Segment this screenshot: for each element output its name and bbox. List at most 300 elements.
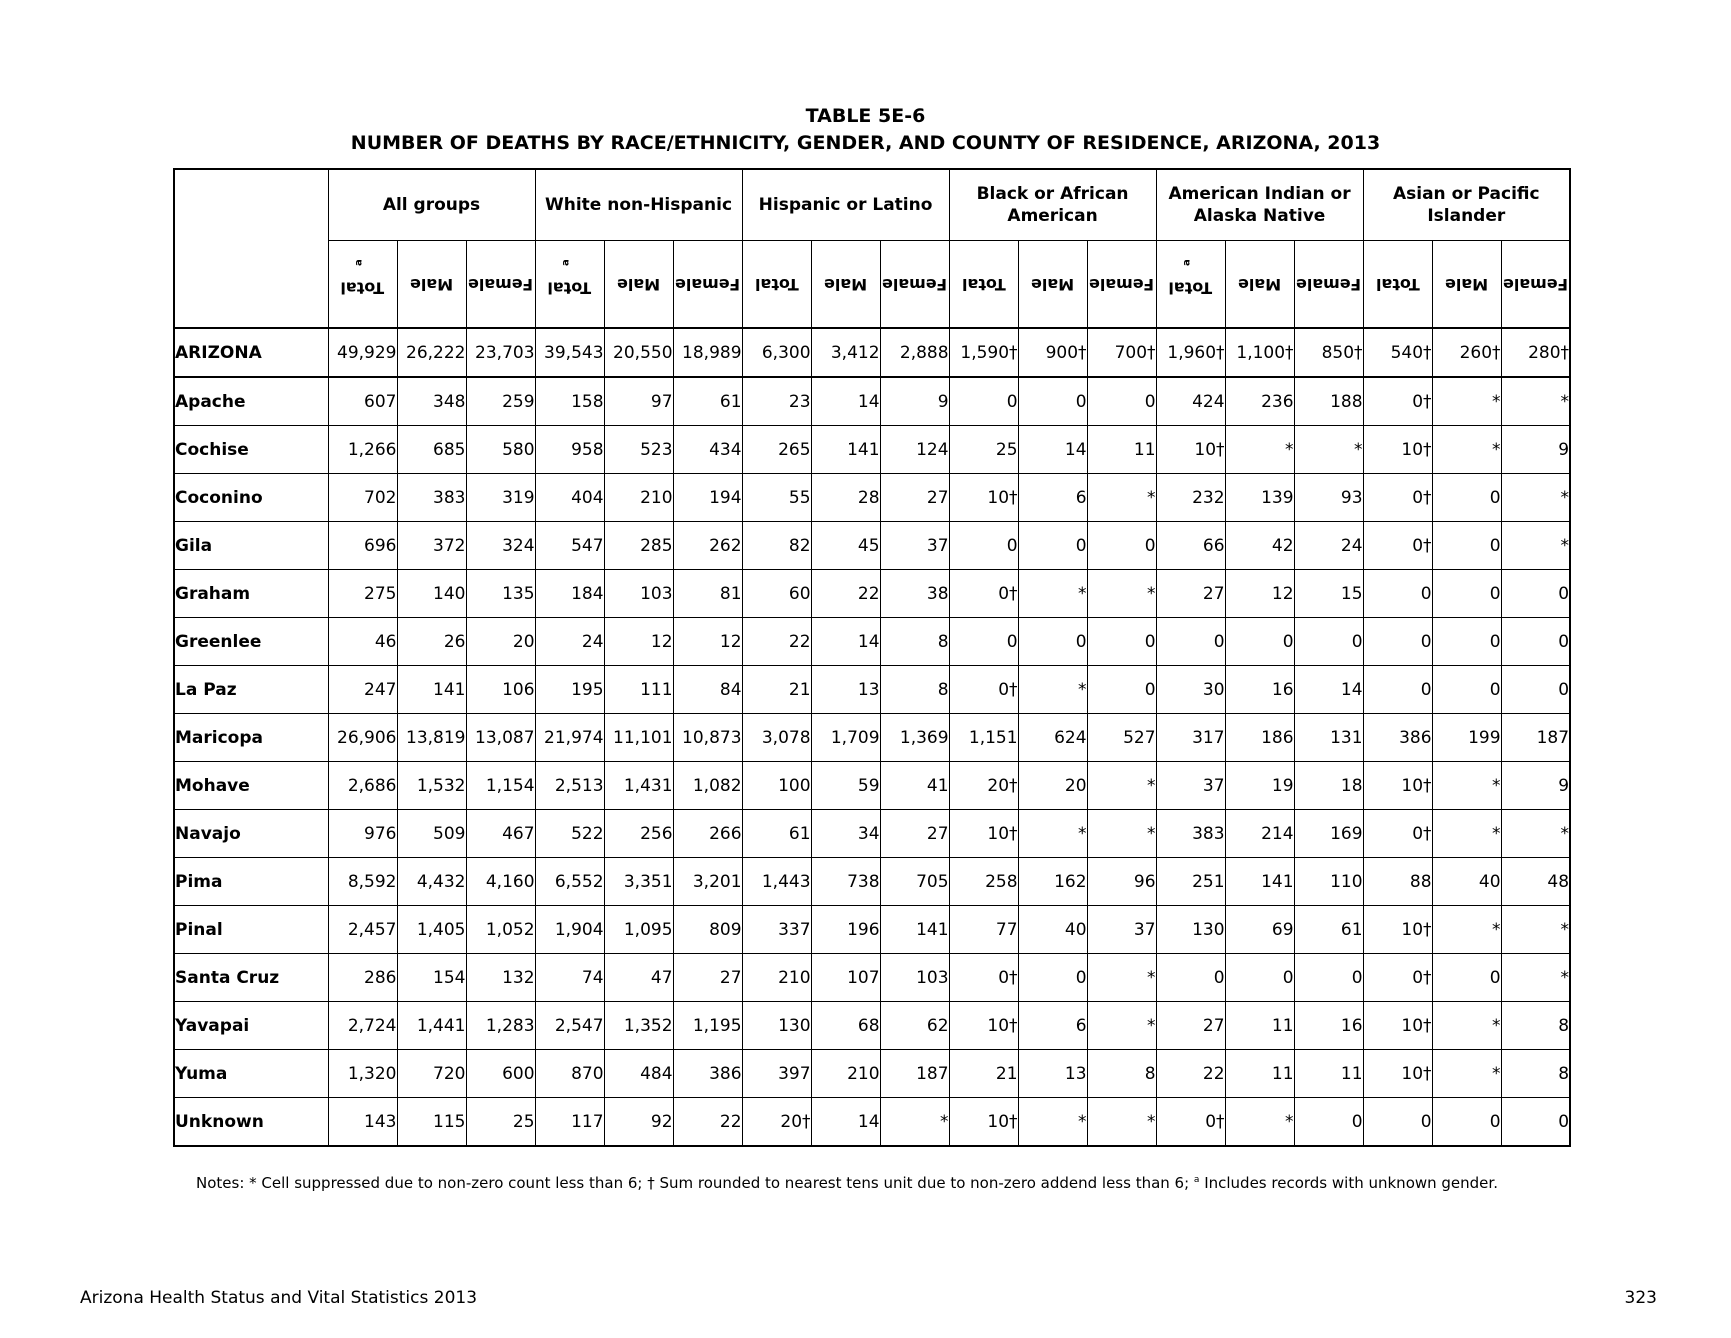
table-cell: 0 (1501, 570, 1570, 618)
table-cell: 10† (1363, 1050, 1432, 1098)
subheader-male: Male (604, 241, 673, 329)
subheader-male: Male (1432, 241, 1501, 329)
subheader-female: Female (1087, 241, 1156, 329)
table-cell: 0 (1501, 1098, 1570, 1147)
table-cell: 0 (1432, 666, 1501, 714)
county-name: Yavapai (174, 1002, 328, 1050)
table-cell: 0 (1018, 618, 1087, 666)
table-cell: 0 (1156, 954, 1225, 1002)
table-cell: 2,457 (328, 906, 397, 954)
table-cell: 27 (1156, 1002, 1225, 1050)
table-cell: 117 (535, 1098, 604, 1147)
table-cell: 13,087 (466, 714, 535, 762)
table-cell: 103 (604, 570, 673, 618)
table-cell: 1,532 (397, 762, 466, 810)
table-cell: 434 (673, 426, 742, 474)
table-cell: * (1501, 954, 1570, 1002)
table-cell: 0† (949, 570, 1018, 618)
table-cell: 702 (328, 474, 397, 522)
table-cell: 251 (1156, 858, 1225, 906)
table-cell: 154 (397, 954, 466, 1002)
table-cell: 0 (1363, 666, 1432, 714)
table-cell: 0 (1432, 522, 1501, 570)
table-cell: 19 (1225, 762, 1294, 810)
table-cell: 1,154 (466, 762, 535, 810)
table-cell: 1,352 (604, 1002, 673, 1050)
table-cell: * (1501, 522, 1570, 570)
table-cell: 9 (1501, 426, 1570, 474)
table-cell: 61 (673, 377, 742, 426)
table-cell: 1,052 (466, 906, 535, 954)
table-cell: 21,974 (535, 714, 604, 762)
table-cell: 10† (1363, 1002, 1432, 1050)
group-header: Asian or Pacific Islander (1363, 169, 1570, 241)
table-cell: 60 (742, 570, 811, 618)
group-header: White non-Hispanic (535, 169, 742, 241)
table-cell: 900† (1018, 328, 1087, 377)
table-cell: 383 (397, 474, 466, 522)
table-cell: 3,412 (811, 328, 880, 377)
table-cell: 14 (811, 618, 880, 666)
table-cell: 10† (949, 474, 1018, 522)
table-cell: 93 (1294, 474, 1363, 522)
table-cell: 523 (604, 426, 673, 474)
table-cell: 285 (604, 522, 673, 570)
table-cell: 74 (535, 954, 604, 1002)
subheader-total: Total (949, 241, 1018, 329)
table-cell: 522 (535, 810, 604, 858)
table-cell: 256 (604, 810, 673, 858)
table-cell: 210 (811, 1050, 880, 1098)
table-cell: * (1432, 426, 1501, 474)
table-cell: 0† (1363, 474, 1432, 522)
table-cell: 738 (811, 858, 880, 906)
county-name: Coconino (174, 474, 328, 522)
table-row (174, 906, 1570, 954)
table-cell: 8 (880, 618, 949, 666)
table-cell: 467 (466, 810, 535, 858)
table-cell: 259 (466, 377, 535, 426)
table-cell: 77 (949, 906, 1018, 954)
table-cell: 372 (397, 522, 466, 570)
table-cell: 607 (328, 377, 397, 426)
table-cell: 0† (1363, 954, 1432, 1002)
table-cell: 139 (1225, 474, 1294, 522)
county-name: Apache (174, 377, 328, 426)
table-cell: * (1087, 954, 1156, 1002)
table-cell: 20 (466, 618, 535, 666)
subheader-male: Male (397, 241, 466, 329)
county-name: Yuma (174, 1050, 328, 1098)
table-cell: 10,873 (673, 714, 742, 762)
table-cell: 96 (1087, 858, 1156, 906)
table-cell: 30 (1156, 666, 1225, 714)
table-cell: 11 (1225, 1002, 1294, 1050)
table-cell: 386 (673, 1050, 742, 1098)
table-cell: 4,160 (466, 858, 535, 906)
table-cell: 258 (949, 858, 1018, 906)
table-cell: 187 (880, 1050, 949, 1098)
table-cell: 40 (1432, 858, 1501, 906)
table-cell: * (1501, 810, 1570, 858)
table-row (174, 1002, 1570, 1050)
table-cell: 214 (1225, 810, 1294, 858)
table-cell: 0† (1156, 1098, 1225, 1147)
table-cell: * (1018, 666, 1087, 714)
table-cell: 8 (1501, 1002, 1570, 1050)
table-cell: 0† (1363, 810, 1432, 858)
table-cell: 624 (1018, 714, 1087, 762)
table-cell: 61 (742, 810, 811, 858)
table-title (0, 103, 1731, 157)
table-cell: 10† (1363, 426, 1432, 474)
table-cell: 14 (1018, 426, 1087, 474)
table-cell: 131 (1294, 714, 1363, 762)
table-cell: 11,101 (604, 714, 673, 762)
table-cell: 705 (880, 858, 949, 906)
table-row (174, 328, 1570, 377)
table-cell: 16 (1225, 666, 1294, 714)
table-cell: 1,283 (466, 1002, 535, 1050)
table-cell: 280† (1501, 328, 1570, 377)
table-cell: 2,547 (535, 1002, 604, 1050)
table-cell: 337 (742, 906, 811, 954)
table-cell: * (1432, 377, 1501, 426)
table-cell: * (1432, 1050, 1501, 1098)
table-cell: 140 (397, 570, 466, 618)
table-cell: 1,904 (535, 906, 604, 954)
table-cell: 600 (466, 1050, 535, 1098)
table-cell: * (1432, 810, 1501, 858)
table-cell: 12 (1225, 570, 1294, 618)
table-cell: 92 (604, 1098, 673, 1147)
table-cell: 0 (1225, 954, 1294, 1002)
table-cell: 1,441 (397, 1002, 466, 1050)
table-cell: 265 (742, 426, 811, 474)
table-cell: 186 (1225, 714, 1294, 762)
table-cell: 0 (1087, 618, 1156, 666)
table-cell: 82 (742, 522, 811, 570)
table-cell: * (1087, 810, 1156, 858)
table-cell: 262 (673, 522, 742, 570)
table-cell: 47 (604, 954, 673, 1002)
table-cell: 14 (811, 1098, 880, 1147)
table-cell: 2,888 (880, 328, 949, 377)
table-cell: 0 (1156, 618, 1225, 666)
table-cell: * (1225, 426, 1294, 474)
table-cell: 0 (1018, 954, 1087, 1002)
table-cell: * (1432, 762, 1501, 810)
deaths-table (173, 168, 1571, 1147)
table-cell: 1,443 (742, 858, 811, 906)
table-cell: 187 (1501, 714, 1570, 762)
table-cell: 0 (1087, 377, 1156, 426)
table-cell: 15 (1294, 570, 1363, 618)
county-name: Graham (174, 570, 328, 618)
table-cell: 13 (811, 666, 880, 714)
table-cell: 0 (1294, 1098, 1363, 1147)
table-cell: 0 (1225, 618, 1294, 666)
table-cell: 84 (673, 666, 742, 714)
table-cell: 1,320 (328, 1050, 397, 1098)
table-cell: 8 (880, 666, 949, 714)
table-cell: 20,550 (604, 328, 673, 377)
table-cell: 348 (397, 377, 466, 426)
table-cell: 16 (1294, 1002, 1363, 1050)
corner-cell (174, 169, 328, 328)
table-cell: 12 (604, 618, 673, 666)
table-cell: 8 (1087, 1050, 1156, 1098)
table-cell: 88 (1363, 858, 1432, 906)
table-cell: * (1087, 1098, 1156, 1147)
table-cell: 195 (535, 666, 604, 714)
table-cell: 0† (1363, 377, 1432, 426)
table-cell: 20† (949, 762, 1018, 810)
table-cell: 23,703 (466, 328, 535, 377)
table-cell: 484 (604, 1050, 673, 1098)
table-cell: 11 (1225, 1050, 1294, 1098)
table-cell: 386 (1363, 714, 1432, 762)
table-cell: 45 (811, 522, 880, 570)
table-cell: 135 (466, 570, 535, 618)
table-cell: * (1087, 474, 1156, 522)
table-cell: 0 (1432, 618, 1501, 666)
county-name: Pima (174, 858, 328, 906)
table-cell: 6 (1018, 474, 1087, 522)
table-row (174, 858, 1570, 906)
table-cell: 26,222 (397, 328, 466, 377)
table-cell: 976 (328, 810, 397, 858)
table-cell: 22 (742, 618, 811, 666)
table-cell: 3,351 (604, 858, 673, 906)
table-cell: 25 (949, 426, 1018, 474)
table-cell: 1,431 (604, 762, 673, 810)
table-cell: 97 (604, 377, 673, 426)
table-cell: 720 (397, 1050, 466, 1098)
table-cell: 1,709 (811, 714, 880, 762)
table-row (174, 714, 1570, 762)
table-cell: 41 (880, 762, 949, 810)
table-cell: 210 (604, 474, 673, 522)
table-cell: 26,906 (328, 714, 397, 762)
table-cell: 115 (397, 1098, 466, 1147)
table-cell: 130 (742, 1002, 811, 1050)
table-cell: 10† (949, 1002, 1018, 1050)
table-cell: 1,369 (880, 714, 949, 762)
table-cell: 0 (1432, 954, 1501, 1002)
table-row (174, 666, 1570, 714)
table-row (174, 1050, 1570, 1098)
table-cell: 509 (397, 810, 466, 858)
table-cell: 9 (1501, 762, 1570, 810)
table-cell: 1,082 (673, 762, 742, 810)
table-cell: 232 (1156, 474, 1225, 522)
table-cell: 958 (535, 426, 604, 474)
table-cell: 1,095 (604, 906, 673, 954)
table-cell: * (1018, 1098, 1087, 1147)
table-cell: 700† (1087, 328, 1156, 377)
subheader-female: Female (466, 241, 535, 329)
table-cell: 141 (880, 906, 949, 954)
table-cell: 49,929 (328, 328, 397, 377)
table-cell: 4,432 (397, 858, 466, 906)
table-cell: 28 (811, 474, 880, 522)
table-cell: 236 (1225, 377, 1294, 426)
table-cell: 184 (535, 570, 604, 618)
group-header: Hispanic or Latino (742, 169, 949, 241)
county-name: ARIZONA (174, 328, 328, 377)
table-cell: * (1018, 810, 1087, 858)
group-header: Black or African American (949, 169, 1156, 241)
table-cell: 130 (1156, 906, 1225, 954)
table-row (174, 762, 1570, 810)
table-caption: NUMBER OF DEATHS BY RACE/ETHNICITY, GENDER, AND COUNTY OF RESIDENCE, ARIZONA, 2013 (350, 132, 1381, 154)
table-cell: 1,151 (949, 714, 1018, 762)
table-cell: * (1087, 570, 1156, 618)
table-cell: 55 (742, 474, 811, 522)
table-cell: 24 (535, 618, 604, 666)
table-cell: 685 (397, 426, 466, 474)
table-cell: * (1087, 1002, 1156, 1050)
table-cell: 27 (1156, 570, 1225, 618)
table-cell: 110 (1294, 858, 1363, 906)
table-cell: 12 (673, 618, 742, 666)
subheader-total: Total$^a$ (1156, 241, 1225, 329)
table-cell: 1,100† (1225, 328, 1294, 377)
table-cell: 14 (811, 377, 880, 426)
table-cell: 0 (1363, 570, 1432, 618)
table-cell: 0 (1363, 618, 1432, 666)
table-cell: 143 (328, 1098, 397, 1147)
county-name: Cochise (174, 426, 328, 474)
table-cell: 68 (811, 1002, 880, 1050)
table-row (174, 377, 1570, 426)
subheader-female: Female (880, 241, 949, 329)
table-cell: 18 (1294, 762, 1363, 810)
table-cell: 324 (466, 522, 535, 570)
table-cell: 0 (949, 618, 1018, 666)
table-cell: 527 (1087, 714, 1156, 762)
table-cell: 3,201 (673, 858, 742, 906)
table-cell: 2,686 (328, 762, 397, 810)
county-name: Greenlee (174, 618, 328, 666)
table-cell: 6,300 (742, 328, 811, 377)
table-cell: 48 (1501, 858, 1570, 906)
table-cell: 46 (328, 618, 397, 666)
table-cell: 37 (1156, 762, 1225, 810)
table-cell: 540† (1363, 328, 1432, 377)
table-cell: 69 (1225, 906, 1294, 954)
table-cell: 404 (535, 474, 604, 522)
table-cell: 8,592 (328, 858, 397, 906)
table-cell: 169 (1294, 810, 1363, 858)
table-cell: * (880, 1098, 949, 1147)
table-cell: * (1501, 377, 1570, 426)
table-cell: 13 (1018, 1050, 1087, 1098)
subheader-total: Total$^a$ (328, 241, 397, 329)
table-body (174, 328, 1570, 1146)
table-cell: 0 (949, 377, 1018, 426)
table-cell: 850† (1294, 328, 1363, 377)
subheader-row (174, 241, 1570, 329)
table-cell: 132 (466, 954, 535, 1002)
table-cell: 424 (1156, 377, 1225, 426)
county-name: Pinal (174, 906, 328, 954)
table-cell: 696 (328, 522, 397, 570)
subheader-total: Total (742, 241, 811, 329)
table-cell: 319 (466, 474, 535, 522)
county-name: Santa Cruz (174, 954, 328, 1002)
table-row (174, 1098, 1570, 1147)
table-cell: 0 (1363, 1098, 1432, 1147)
table-number: TABLE 5E-6 (805, 105, 926, 127)
table-cell: 0 (1432, 570, 1501, 618)
table-cell: 39,543 (535, 328, 604, 377)
table-cell: 0 (1294, 618, 1363, 666)
table-cell: 34 (811, 810, 880, 858)
table-notes: Notes: * Cell suppressed due to non-zero count less than 6; † Sum rounded to nearest tens unit due to non-zero addend less than 6; $^a$ Includes records with unknown gender. (196, 1174, 1498, 1192)
subheader-female: Female (1294, 241, 1363, 329)
table-cell: 100 (742, 762, 811, 810)
table-cell: 37 (880, 522, 949, 570)
table-cell: 20 (1018, 762, 1087, 810)
table-cell: 210 (742, 954, 811, 1002)
table-cell: 1,266 (328, 426, 397, 474)
table-cell: 141 (397, 666, 466, 714)
table-cell: 809 (673, 906, 742, 954)
table-cell: 124 (880, 426, 949, 474)
table-cell: 0† (949, 954, 1018, 1002)
table-cell: 42 (1225, 522, 1294, 570)
table-cell: 0† (1363, 522, 1432, 570)
table-cell: 106 (466, 666, 535, 714)
table-cell: 22 (1156, 1050, 1225, 1098)
table-cell: 8 (1501, 1050, 1570, 1098)
table-cell: 580 (466, 426, 535, 474)
county-name: Gila (174, 522, 328, 570)
table-cell: 27 (880, 810, 949, 858)
table-cell: 13,819 (397, 714, 466, 762)
table-cell: 275 (328, 570, 397, 618)
table-cell: 22 (811, 570, 880, 618)
group-header-row (174, 169, 1570, 241)
table-cell: 3,078 (742, 714, 811, 762)
table-cell: 26 (397, 618, 466, 666)
table-cell: 61 (1294, 906, 1363, 954)
table-cell: 59 (811, 762, 880, 810)
table-cell: 247 (328, 666, 397, 714)
table-cell: 40 (1018, 906, 1087, 954)
subheader-male: Male (811, 241, 880, 329)
table-cell: 10† (1363, 906, 1432, 954)
table-cell: 66 (1156, 522, 1225, 570)
table-cell: 870 (535, 1050, 604, 1098)
table-cell: 383 (1156, 810, 1225, 858)
subheader-female: Female (1501, 241, 1570, 329)
subheader-total: Total (1363, 241, 1432, 329)
county-name: Navajo (174, 810, 328, 858)
table-cell: 9 (880, 377, 949, 426)
county-name: Mohave (174, 762, 328, 810)
table-cell: 0 (1501, 666, 1570, 714)
table-cell: 14 (1294, 666, 1363, 714)
table-cell: 10† (1156, 426, 1225, 474)
table-cell: 21 (742, 666, 811, 714)
table-cell: 25 (466, 1098, 535, 1147)
table-row (174, 522, 1570, 570)
table-row (174, 954, 1570, 1002)
table-cell: 0 (1018, 522, 1087, 570)
